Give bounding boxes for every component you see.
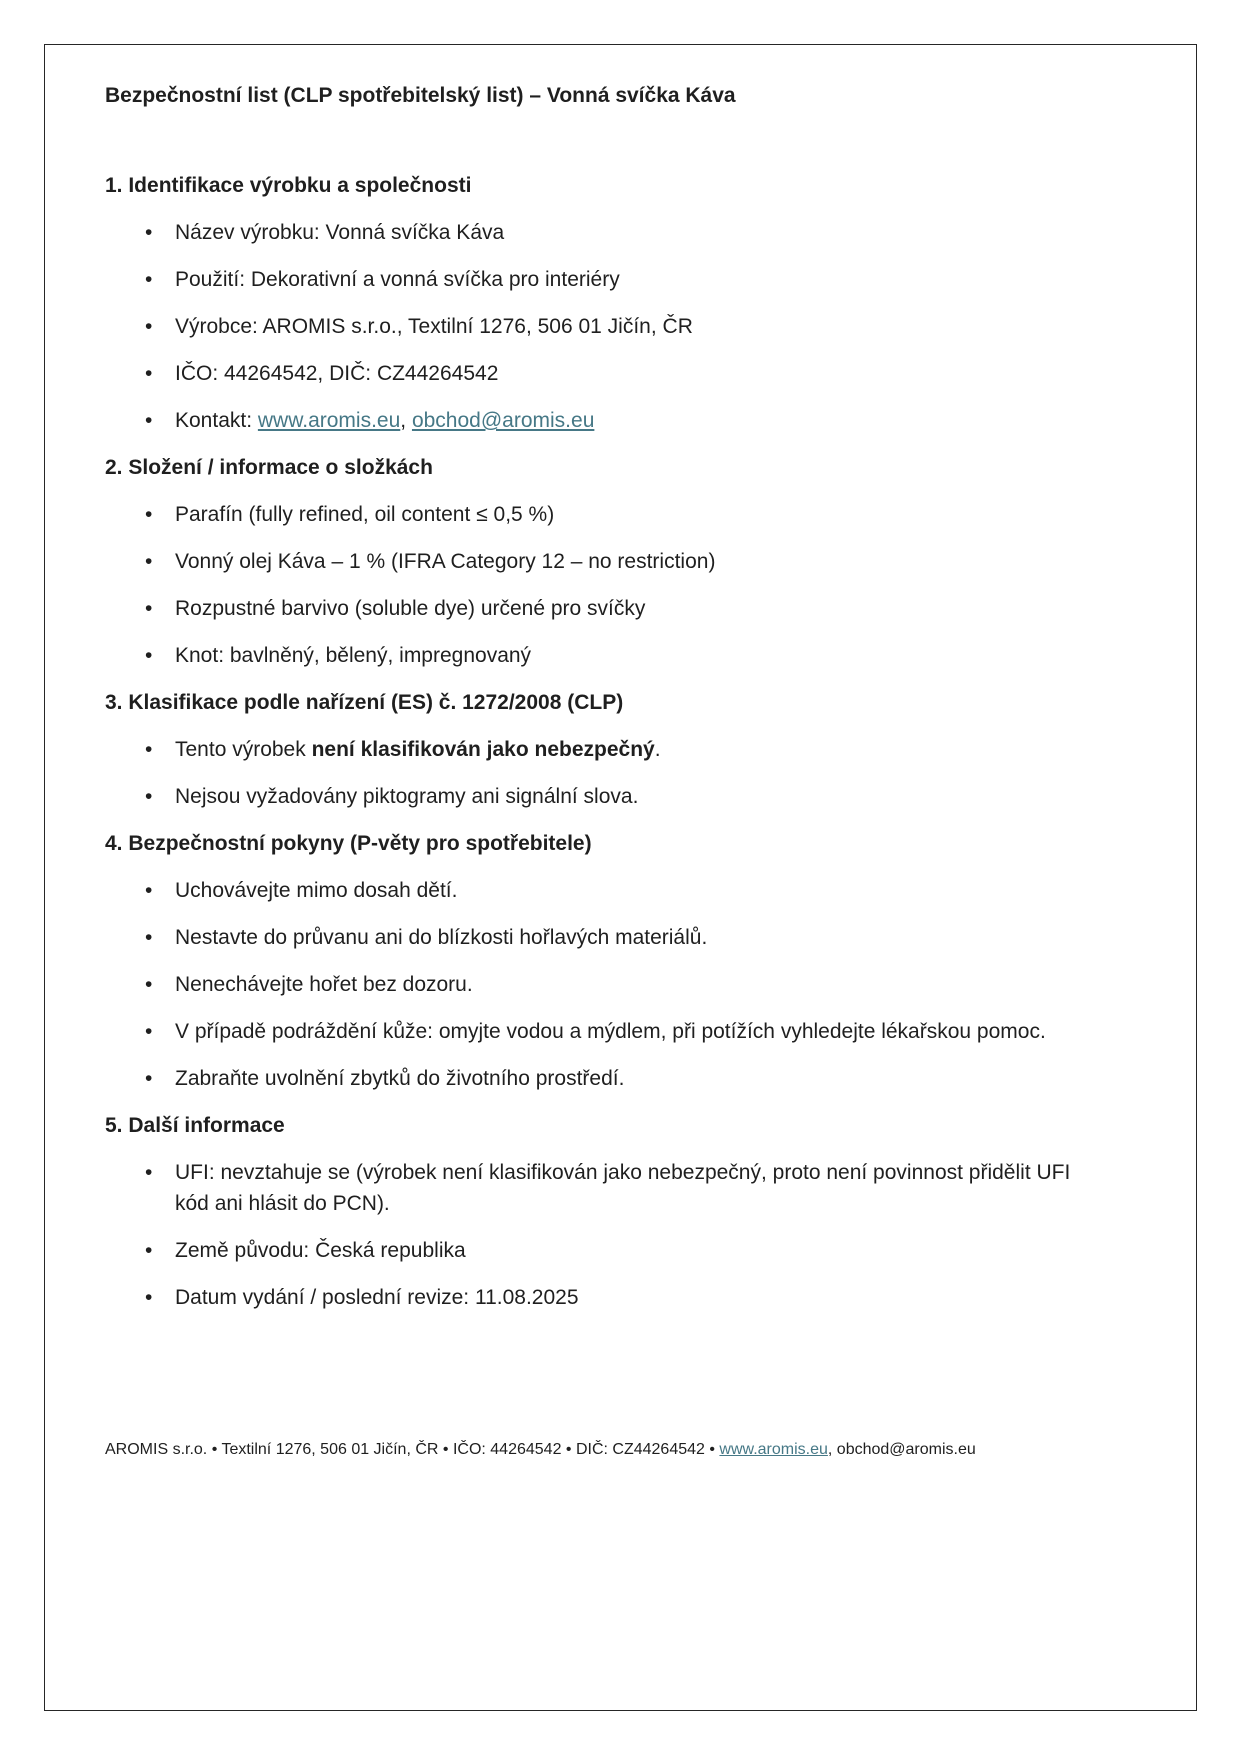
section-classification xyxy=(105,687,1090,812)
document-content xyxy=(105,80,1090,1329)
list-item xyxy=(105,875,1090,906)
list-item-text: Rozpustné barvivo (soluble dye) určené pro svíčky xyxy=(175,597,646,620)
section-identification xyxy=(105,170,1090,436)
list-item xyxy=(105,922,1090,953)
list-item xyxy=(105,499,1090,530)
list-item-text: IČO: 44264542, DIČ: CZ44264542 xyxy=(175,362,499,385)
list-item-text: Výrobce: AROMIS s.r.o., Textilní 1276, 506 01 Jičín, ČR xyxy=(175,315,693,338)
list-item-text: Knot: bavlněný, bělený, impregnovaný xyxy=(175,644,532,667)
bullet-list xyxy=(105,217,1090,436)
website-link[interactable]: www.aromis.eu xyxy=(257,409,401,432)
list-item xyxy=(105,311,1090,342)
section-heading: 2. Složení / informace o složkách xyxy=(105,456,433,479)
list-item xyxy=(105,1063,1090,1094)
bullet-list xyxy=(105,875,1090,1094)
list-item xyxy=(105,1157,1090,1219)
section-composition xyxy=(105,452,1090,671)
page-footer xyxy=(105,1438,1100,1462)
list-item xyxy=(105,1235,1090,1266)
list-item-text: Použití: Dekorativní a vonná svíčka pro interiéry xyxy=(175,268,620,291)
footer-website-link[interactable]: www.aromis.eu xyxy=(719,1441,828,1458)
section-heading: 3. Klasifikace podle nařízení (ES) č. 1272/2008 (CLP) xyxy=(105,691,624,714)
bullet-list xyxy=(105,499,1090,671)
list-item-text: Nenechávejte hořet bez dozoru. xyxy=(175,973,473,996)
bullet-list xyxy=(105,734,1090,812)
footer-text: AROMIS s.r.o. • Textilní 1276, 506 01 Jičín, ČR • IČO: 44264542 • DIČ: CZ44264542 • xyxy=(105,1441,720,1458)
classification-text-end: . xyxy=(654,738,661,761)
list-item xyxy=(105,969,1090,1000)
contact-separator: , xyxy=(400,409,412,432)
list-item-text: Parafín (fully refined, oil content ≤ 0,5 %) xyxy=(175,503,555,526)
list-item-contact xyxy=(105,405,1090,436)
list-item-text: Vonný olej Káva – 1 % (IFRA Category 12 – no restriction) xyxy=(175,550,716,573)
section-heading: 4. Bezpečnostní pokyny (P-věty pro spotřebitele) xyxy=(105,832,592,855)
classification-text-normal: Tento výrobek xyxy=(175,738,312,761)
list-item xyxy=(105,264,1090,295)
list-item-text: Uchovávejte mimo dosah dětí. xyxy=(175,879,458,902)
list-item xyxy=(105,593,1090,624)
list-item-classification xyxy=(105,734,1090,765)
classification-text-bold: není klasifikován jako nebezpečný xyxy=(311,738,655,761)
list-item xyxy=(105,358,1090,389)
list-item-text: Země původu: Česká republika xyxy=(175,1239,466,1262)
list-item xyxy=(105,640,1090,671)
section-safety-instructions xyxy=(105,828,1090,1094)
email-link[interactable]: obchod@aromis.eu xyxy=(411,409,595,432)
list-item xyxy=(105,1282,1090,1313)
section-heading: 1. Identifikace výrobku a společnosti xyxy=(105,174,472,197)
document-title: Bezpečnostní list (CLP spotřebitelský list) – Vonná svíčka Káva xyxy=(105,84,736,107)
list-item-text: Nestavte do průvanu ani do blízkosti hořlavých materiálů. xyxy=(175,926,708,949)
section-heading: 5. Další informace xyxy=(105,1114,285,1137)
list-item xyxy=(105,546,1090,577)
list-item-text: Datum vydání / poslední revize: 11.08.2025 xyxy=(175,1286,579,1309)
list-item xyxy=(105,781,1090,812)
contact-label: Kontakt: xyxy=(175,409,258,432)
bullet-list xyxy=(105,1157,1090,1313)
list-item-text: Název výrobku: Vonná svíčka Káva xyxy=(175,221,505,244)
list-item-text: V případě podráždění kůže: omyjte vodou a mýdlem, při potížích vyhledejte lékařskou pomoc. xyxy=(175,1020,1046,1043)
footer-text-after: , obchod@aromis.eu xyxy=(827,1441,976,1458)
list-item-text: Zabraňte uvolnění zbytků do životního prostředí. xyxy=(175,1067,625,1090)
section-other-information xyxy=(105,1110,1090,1313)
list-item xyxy=(105,1016,1090,1047)
list-item-text: UFI: nevztahuje se (výrobek není klasifikován jako nebezpečný, proto není povinnost přidělit UFI kód ani hlásit do PCN). xyxy=(175,1161,1071,1215)
list-item-text: Nejsou vyžadovány piktogramy ani signální slova. xyxy=(175,785,639,808)
list-item xyxy=(105,217,1090,248)
